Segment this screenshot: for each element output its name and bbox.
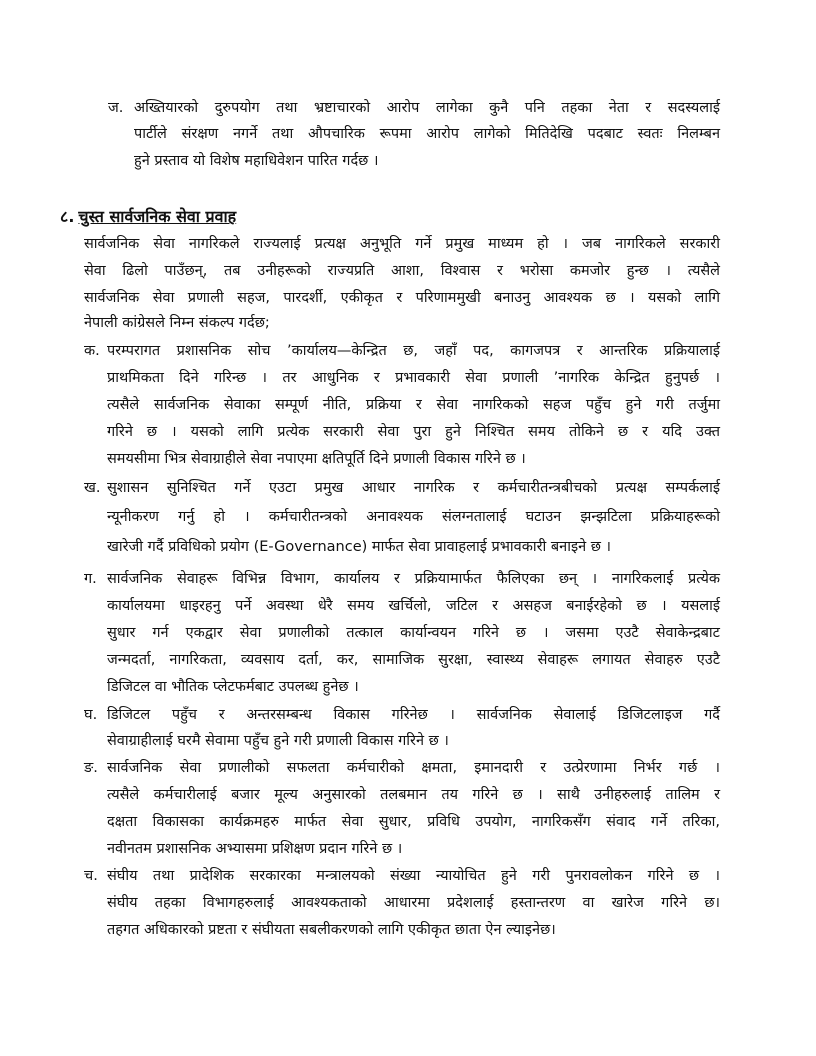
text-line: परम्परागत प्रशासनिक सोच ’कार्यालय—केन्द्रित छ, जहाँ पद, कागजपत्र र आन्तरिक प्रक्रियालाई (107, 343, 720, 359)
text-line: तहगत अधिकारको प्रष्टता र संघीयता सबलीकरणको लागि एकीकृत छाता ऐन ल्याइनेछ। (107, 922, 556, 938)
text-line: पार्टीले संरक्षण नगर्ने तथा औपचारिक रूपमा आरोप लागेको मितिदेखि पदबाट स्वतः निलम्बन (134, 126, 720, 142)
text-line: समयसीमा भित्र सेवाग्राहीले सेवा नपाएमा क्षतिपूर्ति दिने प्रणाली विकास गरिने छ । (107, 451, 526, 467)
text-line: त्यसैले सार्वजनिक सेवाका सम्पूर्ण नीति, प्रक्रिया र सेवा नागरिकको सहज पहुँच हुने गरी तर्जुमा (107, 397, 720, 413)
text-line: सार्वजनिक सेवा प्रणालीको सफलता कर्मचारीको क्षमता, इमानदारी र उत्प्रेरणामा निर्भर गर्छ । (107, 760, 720, 776)
list-marker: च. (84, 868, 98, 884)
list-marker: क. (84, 343, 100, 359)
list-marker: ङ. (84, 760, 98, 776)
text-line: सार्वजनिक सेवा प्रणाली सहज, पारदर्शी, एकीकृत र परिणाममुखी बनाउनु आवश्यक छ । यसको लागि (84, 290, 720, 306)
text-line: अख्तियारको दुरुपयोग तथा भ्रष्टाचारको आरोप लागेका कुनै पनि तहका नेता र सदस्यलाई (134, 100, 720, 116)
text-line: हुने प्रस्ताव यो विशेष महाधिवेशन पारित गर्दछ । (134, 153, 379, 169)
text-line: सेवाग्राहीलाई घरमै सेवामा पहुँच हुने गरी प्रणाली विकास गरिने छ । (107, 733, 449, 749)
section-title: चुस्त सार्वजनिक सेवा प्रवाह (78, 207, 237, 226)
list-marker: ज. (108, 100, 124, 116)
text-line: सुधार गर्न एकद्वार सेवा प्रणालीको तत्काल कार्यान्वयन गरिने छ । जसमा एउटै सेवाकेन्द्रबाट (107, 625, 720, 641)
text-line: सार्वजनिक सेवाहरू विभिन्न विभाग, कार्यालय र प्रक्रियामार्फत फैलिएका छन् । नागरिकलाई प्रत्येक (107, 571, 720, 587)
text-line: खारेजी गर्दै प्रविधिको प्रयोग (E-Governance) मार्फत सेवा प्रावाहलाई प्रभावकारी बनाइने छ । (107, 539, 612, 555)
text-line: दक्षता विकासका कार्यक्रमहरु मार्फत सेवा सुधार, प्रविधि उपयोग, नागरिकसँग संवाद गर्ने तरिका, (107, 814, 720, 830)
list-marker: ग. (84, 571, 97, 587)
text-line: डिजिटल वा भौतिक प्लेटफर्मबाट उपलब्ध हुनेछ । (107, 679, 359, 695)
text-line: सेवा ढिलो पाउँछन्, तब उनीहरूको राज्यप्रति आशा, विश्वास र भरोसा कमजोर हुन्छ । त्यसैले (84, 263, 720, 279)
section-heading (60, 205, 236, 227)
text-line: कार्यालयमा धाइरहनु पर्ने अवस्था धेरै समय खर्चिलो, जटिल र असहज बनाईरहेको छ । यसलाई (107, 598, 720, 614)
text-line: प्राथमिकता दिने गरिन्छ । तर आधुनिक र प्रभावकारी सेवा प्रणाली ’नागरिक केन्द्रित हुनुपर्छ । (107, 370, 720, 386)
text-line: जन्मदर्ता, नागरिकता, व्यवसाय दर्ता, कर, सामाजिक सुरक्षा, स्वास्थ्य सेवाहरू लगायत सेवाहरु एउटै (107, 652, 720, 668)
text-line: सुशासन सुनिश्चित गर्ने एउटा प्रमुख आधार नागरिक र कर्मचारीतन्त्रबीचको प्रत्यक्ष सम्पर्कलाई (107, 480, 720, 496)
text-line: त्यसैले कर्मचारीलाई बजार मूल्य अनुसारको तलबमान तय गरिने छ । साथै उनीहरुलाई तालिम र (107, 787, 720, 803)
section-number: ८. (60, 207, 75, 226)
text-line: न्यूनीकरण गर्नु हो । कर्मचारीतन्त्रको अनावश्यक संलग्नतालाई घटाउन झन्झटिला प्रक्रियाहरूको (107, 509, 720, 525)
text-line: संघीय तथा प्रादेशिक सरकारका मन्त्रालयको संख्या न्यायोचित हुने गरी पुनरावलोकन गरिने छ । (107, 868, 720, 884)
list-marker: घ. (84, 707, 98, 723)
text-line: नेपाली कांग्रेसले निम्न संकल्प गर्दछ; (84, 315, 270, 331)
text-line: नवीनतम प्रशासनिक अभ्यासमा प्रशिक्षण प्रदान गरिने छ । (107, 841, 403, 857)
list-marker: ख. (84, 480, 101, 496)
text-line: गरिने छ । यसको लागि प्रत्येक सरकारी सेवा पुरा हुने निश्चित समय तोकिने छ र यदि उक्त (107, 424, 720, 440)
text-line: संघीय तहका विभागहरुलाई आवश्यकताको आधारमा प्रदेशलाई हस्तान्तरण वा खारेज गरिने छ। (107, 895, 720, 911)
text-line: डिजिटल पहुँच र अन्तरसम्बन्ध विकास गरिनेछ । सार्वजनिक सेवालाई डिजिटलाइज गर्दै (107, 707, 720, 723)
text-line: सार्वजनिक सेवा नागरिकले राज्यलाई प्रत्यक्ष अनुभूति गर्ने प्रमुख माध्यम हो । जब नागरिकले सरकारी (84, 236, 720, 252)
